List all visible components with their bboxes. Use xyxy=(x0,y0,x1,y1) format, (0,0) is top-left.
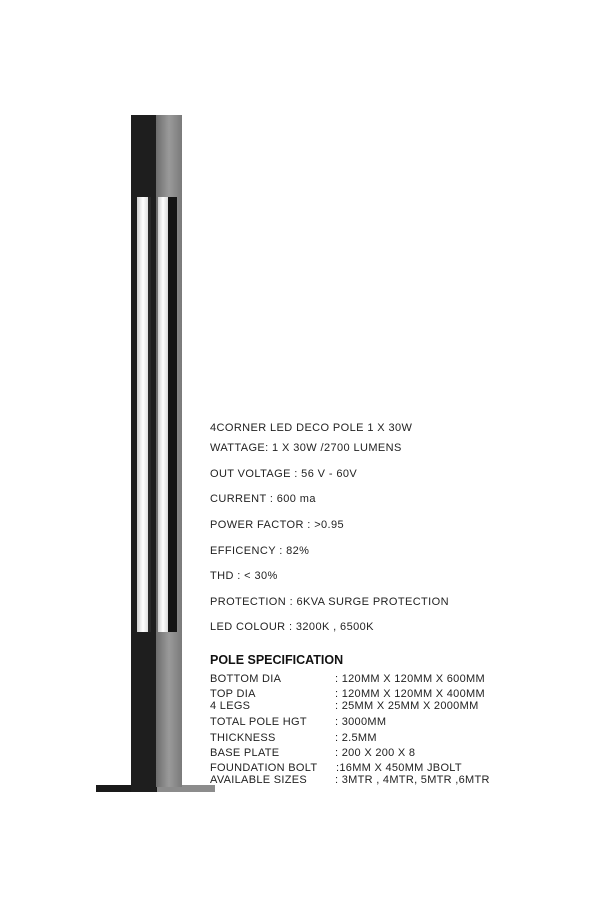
spec-led-colour: LED COLOUR : 3200K , 6500K xyxy=(210,621,374,633)
pole-spec-value: : 3MTR , 4MTR, 5MTR ,6MTR xyxy=(335,774,490,786)
pole-spec-label: FOUNDATION BOLT xyxy=(210,762,318,774)
pole-spec-value: : 3000MM xyxy=(335,716,387,728)
pole-spec-label: 4 LEGS xyxy=(210,700,251,712)
pole-spec-label: BOTTOM DIA xyxy=(210,673,282,685)
spec-efficiency: EFFICENCY : 82% xyxy=(210,545,310,557)
spec-thd: THD : < 30% xyxy=(210,570,278,582)
pole-spec-label: BASE PLATE xyxy=(210,747,280,759)
light-strip-right xyxy=(158,197,168,632)
pole-spec-value: : 200 X 200 X 8 xyxy=(335,747,416,759)
pole-spec-value: : 120MM X 120MM X 400MM xyxy=(335,688,485,700)
light-strip-left xyxy=(137,197,149,632)
pole-spec-label: THICKNESS xyxy=(210,732,276,744)
spec-power-factor: POWER FACTOR : >0.95 xyxy=(210,519,345,531)
pole-spec-label: TOP DIA xyxy=(210,688,256,700)
pole-spec-value: : 2.5MM xyxy=(335,732,377,744)
spec-current: CURRENT : 600 ma xyxy=(210,493,316,505)
pole-spec-value: : 25MM X 25MM X 2000MM xyxy=(335,700,479,712)
spec-out-voltage: OUT VOLTAGE : 56 V - 60V xyxy=(210,468,358,480)
pole-spec-value: : 120MM X 120MM X 600MM xyxy=(335,673,485,685)
pole-spec-label: AVAILABLE SIZES xyxy=(210,774,308,786)
pole-spec-label: TOTAL POLE HGT xyxy=(210,716,307,728)
pole-spec-heading: POLE SPECIFICATION xyxy=(210,653,344,667)
spec-wattage: WATTAGE: 1 X 30W /2700 LUMENS xyxy=(210,442,402,454)
pole-spec-value: :16MM X 450MM JBOLT xyxy=(336,762,462,774)
spec-protection: PROTECTION : 6KVA SURGE PROTECTION xyxy=(210,596,449,608)
spec-product-name: 4CORNER LED DECO POLE 1 X 30W xyxy=(210,422,413,434)
light-slot-left-edge xyxy=(148,197,151,632)
light-slot-right xyxy=(168,197,177,632)
led-pole-image xyxy=(0,0,230,903)
